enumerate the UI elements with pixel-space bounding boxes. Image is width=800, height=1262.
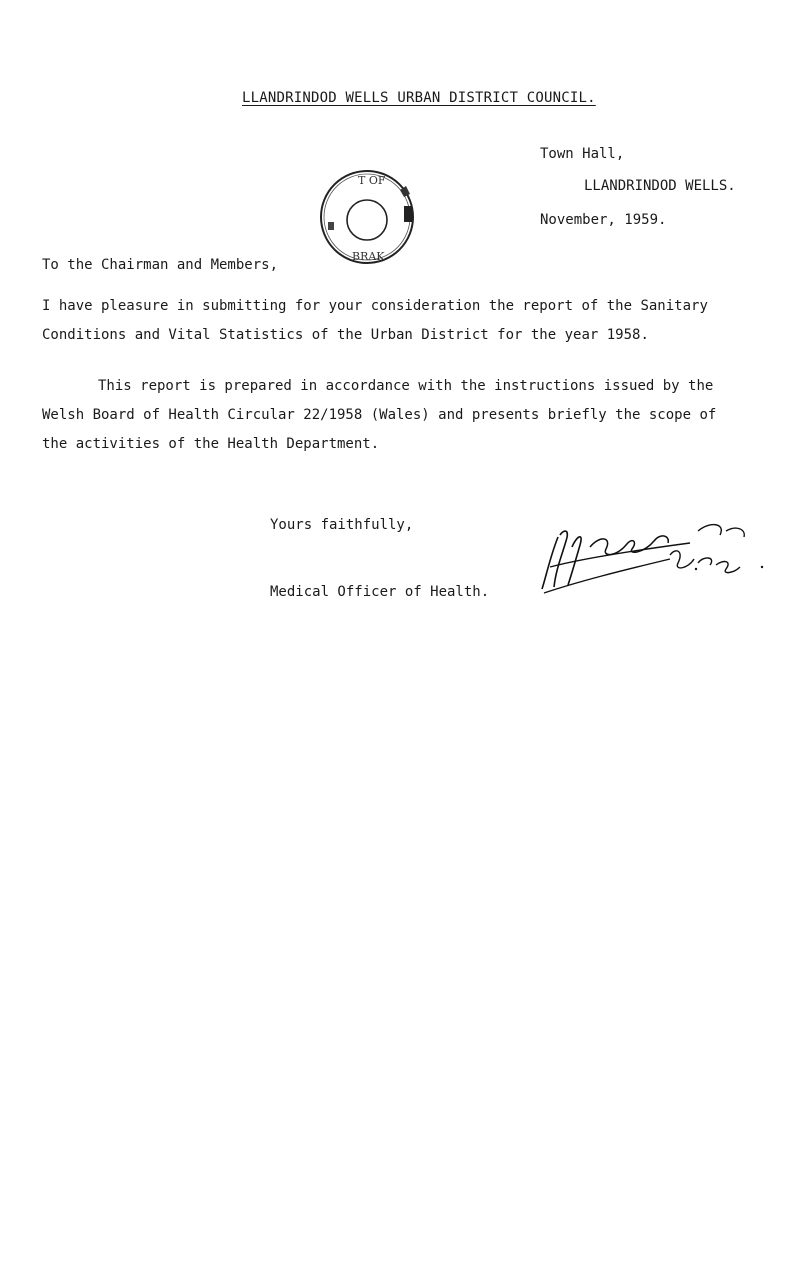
- svg-text:T OF: T OF: [358, 174, 386, 187]
- salutation: To the Chairman and Members,: [42, 257, 279, 273]
- body-paragraph-2: This report is prepared in accordance with the instructions issued by the Welsh Board of Health Circular 22/1958 (Wales) and presents briefly the scope of the activities of the Health Department.: [42, 378, 717, 452]
- letter-date: November, 1959.: [540, 212, 667, 228]
- svg-text:BRAK: BRAK: [352, 250, 385, 263]
- letter-heading: LLANDRINDOD WELLS URBAN DISTRICT COUNCIL.: [242, 90, 596, 106]
- handwritten-signature: [520, 507, 780, 607]
- address-line-2: LLANDRINDOD WELLS.: [584, 178, 736, 194]
- address-line-1: Town Hall,: [540, 146, 625, 162]
- closing: Yours faithfully,: [270, 517, 414, 533]
- signoff-title: Medical Officer of Health.: [270, 584, 490, 600]
- council-seal-stamp: [312, 162, 422, 272]
- body-paragraph-1: I have pleasure in submitting for your consideration the report of the Sanitary Conditions and Vital Statistics of the Urban District for the year 1958.: [42, 298, 708, 343]
